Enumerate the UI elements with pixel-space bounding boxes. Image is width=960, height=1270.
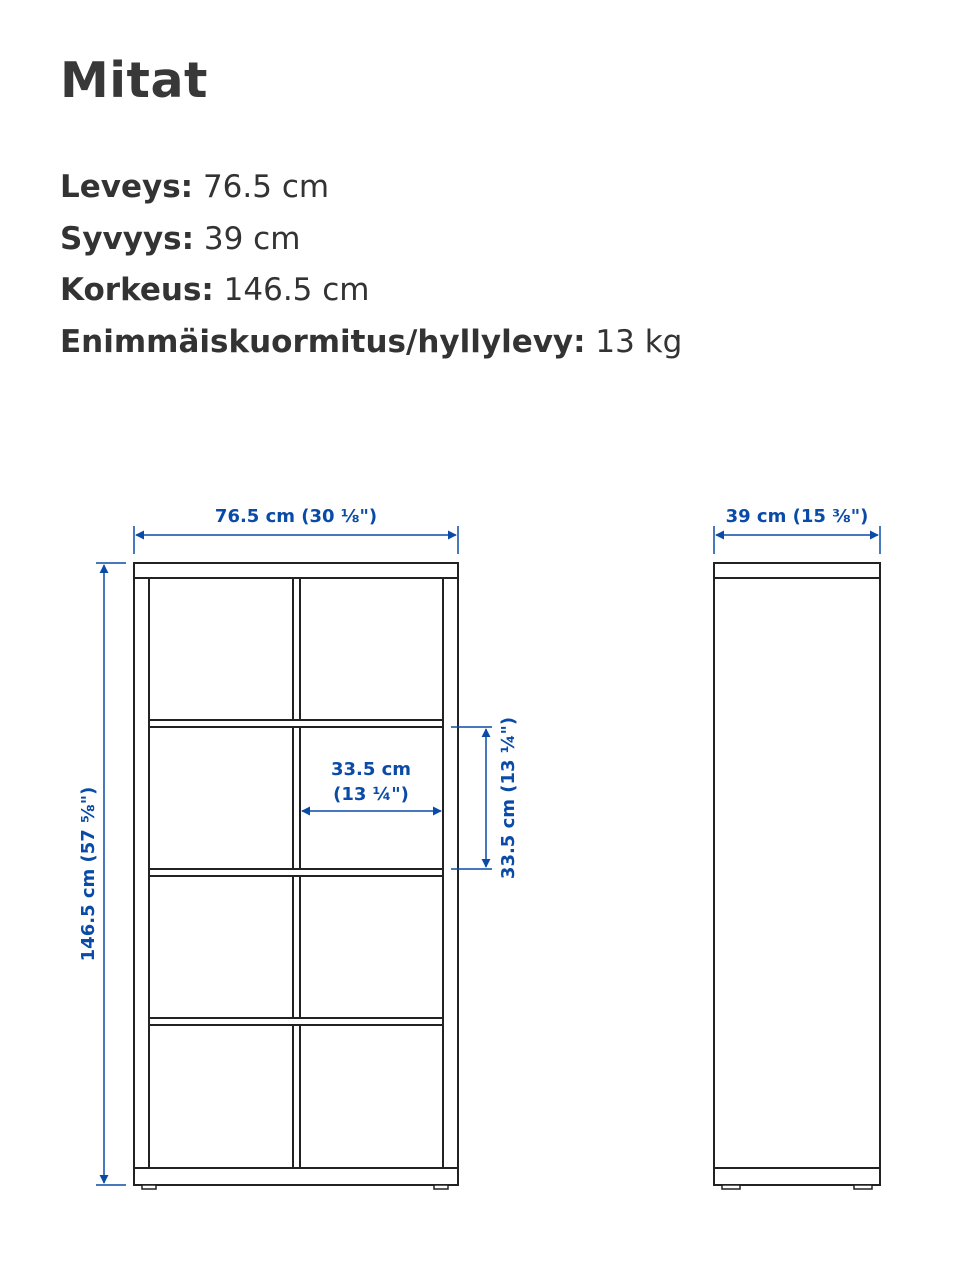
page-title: Mitat xyxy=(60,52,208,109)
height-label: 146.5 cm (57 ⅝") xyxy=(78,786,99,962)
shelf-1 xyxy=(149,720,443,727)
spec-height xyxy=(60,265,682,317)
spec-depth xyxy=(60,214,682,266)
foot xyxy=(722,1185,740,1189)
spec-label: Enimmäiskuormitus/hyllylevy: xyxy=(60,323,586,360)
spec-value: 13 kg xyxy=(595,323,683,360)
shelf-3 xyxy=(149,1018,443,1025)
compartment-width-label-line2: (13 ¼") xyxy=(333,784,409,805)
spec-value: 39 cm xyxy=(203,220,301,257)
compartment-width-label-line1: 33.5 cm xyxy=(330,759,412,780)
height-dimension xyxy=(96,563,126,1185)
right-side-panel xyxy=(443,563,458,1185)
foot xyxy=(854,1185,872,1189)
spec-max-load xyxy=(60,317,682,369)
depth-label: 39 cm (15 ⅜") xyxy=(725,506,869,527)
front-view-shelf xyxy=(134,563,458,1185)
spec-label: Leveys: xyxy=(60,169,194,205)
width-dimension xyxy=(134,526,458,554)
depth-dimension xyxy=(714,526,880,554)
width-label: 76.5 cm (30 ⅛") xyxy=(214,506,378,527)
compartment-height-label: 33.5 cm (13 ¼") xyxy=(498,716,519,880)
side-panel xyxy=(714,563,880,1185)
spec-label: Syvyys: xyxy=(60,220,195,257)
dimension-diagram xyxy=(0,490,960,1210)
bottom-panel xyxy=(134,1168,458,1185)
top-panel xyxy=(134,563,458,578)
left-side-panel xyxy=(134,563,149,1185)
spec-label: Korkeus: xyxy=(60,272,214,308)
foot xyxy=(434,1185,448,1189)
side-view-shelf xyxy=(714,563,880,1185)
shelf-2 xyxy=(149,869,443,876)
spec-value: 146.5 cm xyxy=(223,272,370,308)
spec-width xyxy=(60,162,682,214)
foot xyxy=(142,1185,156,1189)
spec-value: 76.5 cm xyxy=(202,169,330,205)
spec-list xyxy=(60,162,682,368)
